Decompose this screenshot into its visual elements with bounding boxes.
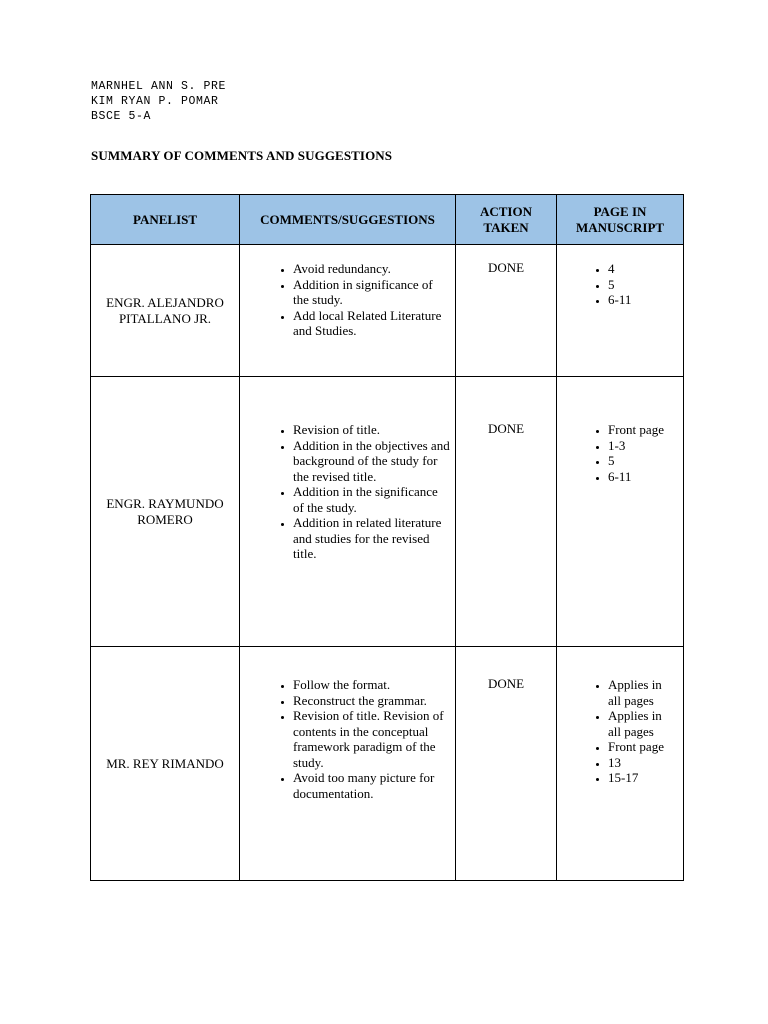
author-name: KIM RYAN P. POMAR [91,95,219,108]
page-item: • 5 [608,277,678,293]
page-item: • 5 [608,453,678,469]
comment-item: • Avoid redundancy. [293,261,450,277]
action-taken-cell: DONE [456,377,557,647]
header-row [91,195,684,245]
comment-item: • Revision of title. Revision of contents in the conceptual framework paradigm of the study. [293,708,450,770]
page-item: • Front page [608,422,678,438]
comments-list [241,648,454,801]
panelist-cell: MR. REY RIMANDO [91,647,240,881]
table-row [91,647,684,881]
document-title: SUMMARY OF COMMENTS AND SUGGESTIONS [91,148,393,163]
table-row [91,377,684,647]
pages-list [558,648,682,786]
pages-list [558,246,682,308]
header-action-taken: ACTION TAKEN [456,195,557,245]
comment-item: • Revision of title. [293,422,450,438]
pages-cell [557,245,684,377]
comment-item: • Addition in significance of the study. [293,277,450,308]
comment-item: • Reconstruct the grammar. [293,693,450,709]
action-taken-cell: DONE [456,647,557,881]
panelist-cell: ENGR. ALEJANDRO PITALLANO JR. [91,245,240,377]
author-block [91,79,226,124]
page-item: • 4 [608,261,678,277]
pages-cell [557,377,684,647]
comment-item: • Add local Related Literature and Studies. [293,308,450,339]
action-taken-cell: DONE [456,245,557,377]
page-item: • 1-3 [608,438,678,454]
page-item: • Applies in all pages [608,708,678,739]
header-comments: COMMENTS/SUGGESTIONS [240,195,456,245]
author-name: MARNHEL ANN S. PRE [91,80,227,93]
comments-cell [240,647,456,881]
header-panelist: PANELIST [91,195,240,245]
comments-list [241,246,454,339]
panelist-cell: ENGR. RAYMUNDO ROMERO [91,377,240,647]
page-item: • Applies in all pages [608,677,678,708]
table-row [91,245,684,377]
comments-list [241,378,454,562]
comment-item: • Addition in the significance of the study. [293,484,450,515]
header-page-in-manuscript: PAGE IN MANUSCRIPT [557,195,684,245]
comment-item: • Follow the format. [293,677,450,693]
pages-cell [557,647,684,881]
pages-list [558,378,682,484]
summary-table [90,194,684,881]
page-item: • 13 [608,755,678,771]
comments-cell [240,245,456,377]
comments-cell [240,377,456,647]
page-item: • 15-17 [608,770,678,786]
page-item: • Front page [608,739,678,755]
section-label: BSCE 5-A [91,110,152,123]
comment-item: • Avoid too many picture for documentation. [293,770,450,801]
page-item: • 6-11 [608,469,678,485]
comment-item: • Addition in the objectives and background of the study for the revised title. [293,438,450,485]
comment-item: • Addition in related literature and studies for the revised title. [293,515,450,562]
page-item: • 6-11 [608,292,678,308]
